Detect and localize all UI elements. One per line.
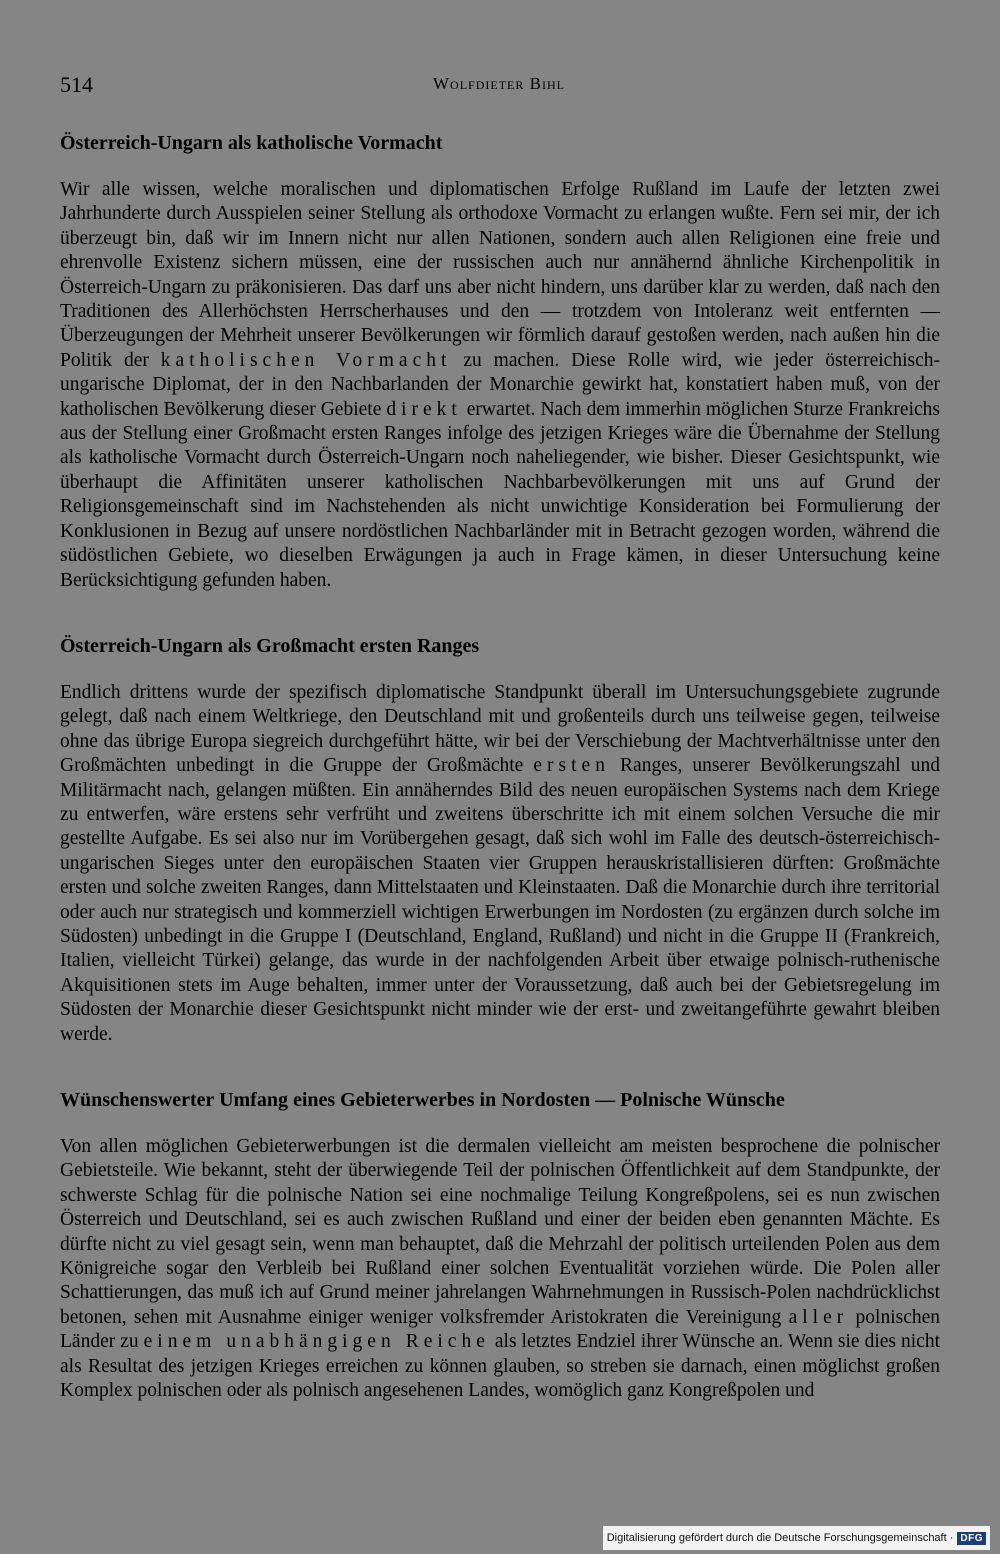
section-heading-3: Wünschenswerter Umfang eines Gebieterwerbes in Nordosten — Polnische Wünsche [60,1089,785,1111]
footer-credit [603,1526,990,1550]
spaced-emphasis: direkt [386,398,462,420]
article-body [60,128,940,1403]
section-heading-1: Österreich-Ungarn als katholische Vormacht [60,132,443,154]
section-heading-2: Österreich-Ungarn als Großmacht ersten Ranges [60,634,480,657]
spaced-emphasis: einem unabhängigen Reiche [143,1331,490,1353]
section-paragraph-3: Von allen möglichen Gebieterwerbungen ist die dermalen vielleicht am meisten besprochene die polnischer Gebietsteile. Wie bekannt, steht der überwiegende Teil der polnischen Öffentlichkeit auf dem Standpunkte, der schwerste Schlag für die polnische Nation sei eine nochmalige Teilung Kongreßpolens, sei es nun zwischen Österreich und Deutschland, sei es auch zwischen Rußland und einer der beiden eben genannten Mächte. Es dürfte nicht zu viel gesagt sein, wenn man behauptet, daß die Mehrzahl der politisch urteilenden Polen aus dem Königreiche sogar den Verbleib bei Rußland einer solchen Eventualität vorziehen würde. Die Polen aller Schattierungen, das muß ich auf Grund meiner jahrelangen Wahrnehmungen in Russisch-Polen nachdrücklichst betonen, sehen mit Ausnahme einiger weniger volksfremder Aristokraten die Vereinigung aller polnischen Länder zu einem unabhängigen Reiche als letztes Endziel ihrer Wünsche an. Wenn sie dies nicht als Resultat des jetzigen Krieges erreichen zu können glauben, so streben sie darnach, einen möglichst großen Komplex polnischen oder als polnisch angesehenen Landes, womöglich ganz Kongreßpolen und [60,1136,941,1402]
page-header [60,72,938,106]
footer-text: Digitalisierung gefördert durch die Deutsche Forschungsgemeinschaft · [606,1532,954,1544]
spaced-emphasis: katholischen Vormacht [160,349,452,371]
section-paragraph-2: Endlich drittens wurde der spezifisch diplomatische Standpunkt überall im Untersuchungsgebiete zugrunde gelegt, daß nach einem Weltkriege, den Deutschland mit und großenteils durch uns teilweise gegen, teilweise ohne das übrige Europa siegreich durchgeführt hätte, wir bei der Verschiebung der Machtverhältnisse unter den Großmächten unbedingt in die Gruppe der Großmächte ersten Ranges, unserer Bevölkerungszahl und Militärmacht nach, gelangen müßten. Ein annäherndes Bild des neuen europäischen Systems nach dem Kriege zu entwerfen, wäre erstens sehr verfrüht und zweitens überschritte ich mit einem solchen Versuche die mir gestellte Aufgabe. Es sei also nur im Vorübergehen gesagt, daß sich wohl im Falle des deutsch-österreichisch-ungarischen Sieges unter den europäischen Staaten vier Gruppen herauskristallisieren dürften: Großmächte ersten und solche zweiten Ranges, dann Mittelstaaten und Kleinstaaten. Daß die Monarchie durch ihre territorial oder auch nur strategisch und kommerziell wichtigen Erwerbungen im Nordosten (zu ergänzen durch solche im Südosten) unbedingt in die Gruppe I (Deutschland, England, Rußland) und nicht in die Gruppe II (Frankreich, Italien, vielleicht Türkei) gelange, das wurde in der nachfolgenden Arbeit über etwaige polnisch-ruthenische Akquisitionen stets im Auge behalten, immer unter der Voraussetzung, daß auch bei der Gebietsregelung im Südosten der Monarchie dieser Gesichtspunkt nicht minder wie der erst- und zweitangeführte gewahrt bleiben werde. [60,681,940,1045]
section-paragraph-1: Wir alle wissen, welche moralischen und diplomatischen Erfolge Rußland im Laufe der letzten zwei Jahrhunderte durch Ausspielen seiner Stellung als orthodoxe Vormacht zu erlangen wußte. Fern sei mir, der ich überzeugt bin, daß wir im Innern nicht nur allen Nationen, sondern auch allen Religionen eine freie und ehrenvolle Existenz sichern müssen, eine der russischen auch nur annähernd ähnliche Kirchenpolitik in Österreich-Ungarn zu präkonisieren. Das darf uns aber nicht hindern, uns darüber klar zu werden, daß nach den Traditionen des Allerhöchsten Herrscherhauses und den — trotzdem von Intoleranz weit entfernten — Überzeugungen der Mehrheit unserer Bevölkerungen wir förmlich darauf gestoßen werden, nach außen hin die Politik der katholischen Vormacht zu machen. Diese Rolle wird, wie jeder österreichisch-ungarische Diplomat, der in den Nachbarlanden der Monarchie gewirkt hat, konstatiert haben muß, von der katholischen Bevölkerung dieser Gebiete direkt erwartet. Nach dem immerhin möglichen Sturze Frankreichs aus der Stellung einer Großmacht ersten Ranges infolge des jetzigen Krieges wäre die Übernahme der Stellung als katholische Vormacht durch Österreich-Ungarn noch naheliegender, wie bisher. Dieser Gesichtspunkt, wie überhaupt die Affinitäten unserer katholischen Nachbarbevölkerungen mit uns auf Grund der Religionsgemeinschaft sind im Nachstehenden als nicht unwichtige Konsideration bei Formulierung der Konklusionen in Bezug auf unsere nordöstlichen Nachbarländer mit in Betracht gezogen worden, während die südöstlichen Gebiete, wo dieselben Erwägungen ja auch in Frage kämen, in dieser Untersuchung keine Berücksichtigung gefunden haben. [60,179,940,591]
dfg-logo-icon: DFG [957,1532,986,1545]
running-head: Wolfdieter Bihl [433,74,565,93]
page-number: 514 [60,72,93,97]
spaced-emphasis: aller [788,1306,849,1328]
spaced-emphasis: ersten [533,755,610,777]
